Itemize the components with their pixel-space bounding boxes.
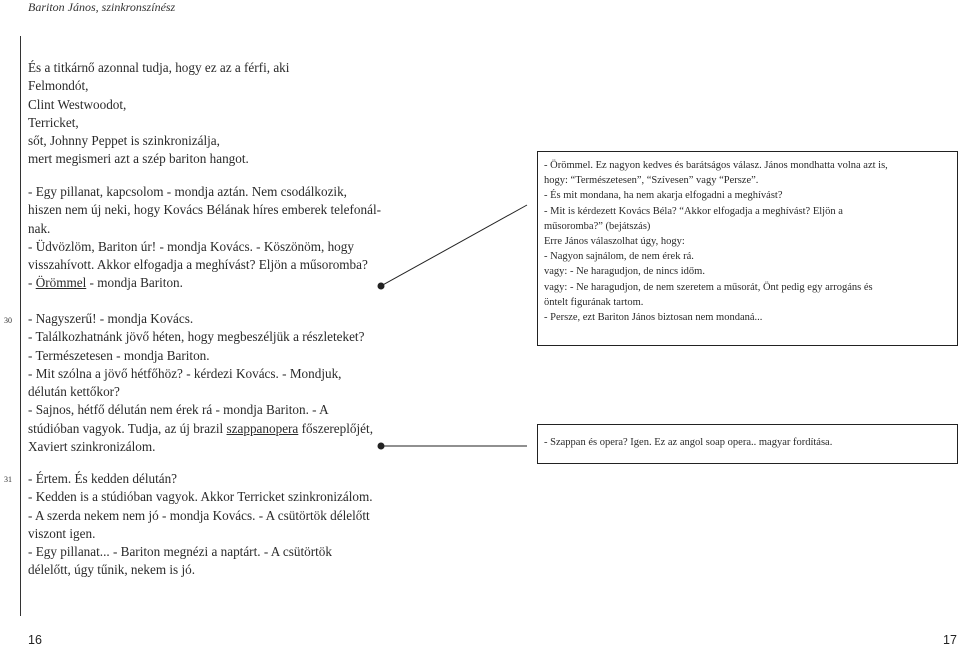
note-line: - Örömmel. Ez nagyon kedves és barátságos válasz. János mondhatta volna azt is, <box>544 160 888 171</box>
note-line: - Mit is kérdezett Kovács Béla? “Akkor elfogadja a meghívást? Eljön a <box>544 205 843 217</box>
connector-line-1 <box>381 205 527 286</box>
script-line: - Találkozhatnánk jövő héten, hogy megbeszéljük a részleteket? <box>28 329 365 345</box>
note-line: vagy: - Ne haragudjon, de nem szeretem a műsorát, Önt pedig egy arrogáns és <box>544 281 873 293</box>
line-number-31: 31 <box>4 475 12 484</box>
script-line: - Nagyszerű! - mondja Kovács. <box>28 311 194 326</box>
connector-dot-2 <box>378 443 385 450</box>
script-line: viszont igen. <box>28 525 96 541</box>
annotated-word-szappanopera[interactable]: szappanopera <box>226 420 299 436</box>
script-line: - Üdvözlöm, Bariton úr! - mondja Kovács. - Köszönöm, hogy <box>28 238 354 254</box>
script-line: visszahívott. Akkor elfogadja a meghívást? Eljön a műsoromba? <box>28 257 368 273</box>
line-suffix: - mondja Bariton. <box>86 275 183 291</box>
note-line: - Persze, ezt Bariton János biztosan nem mondaná... <box>544 312 763 324</box>
margin-note-1 <box>537 151 958 346</box>
script-line: hiszen nem új neki, hogy Kovács Bélának híres emberek telefonál- <box>28 202 382 218</box>
line-suffix: főszereplőjét, <box>298 420 373 436</box>
script-line: - Kedden is a stúdióban vagyok. Akkor Terricket szinkronizálom. <box>28 489 373 505</box>
script-line: Clint Westwoodot, <box>28 96 127 112</box>
annotated-word-oromel[interactable]: Örömmel <box>35 275 87 291</box>
page-number-right: 17 <box>943 633 957 647</box>
script-line: - Értem. És kedden délután? <box>28 471 178 486</box>
line-number-30: 30 <box>4 316 12 325</box>
script-line: - Mit szólna a jövő hétfőhöz? - kérdezi Kovács. - Mondjuk, <box>28 365 342 381</box>
script-line: sőt, Johnny Peppet is szinkronizálja, <box>28 133 220 149</box>
script-line: - Sajnos, hétfő délután nem érek rá - mondja Bariton. - A <box>28 402 329 418</box>
script-line: délelőtt, úgy tűnik, nekem is jó. <box>28 562 196 578</box>
line-prefix: - <box>28 275 36 291</box>
script-line: - Egy pillanat, kapcsolom - mondja aztán. Nem csodálkozik, <box>28 184 347 199</box>
margin-note-2 <box>537 424 958 464</box>
script-line: - Egy pillanat... - Bariton megnézi a naptárt. - A csütörtök <box>28 544 332 560</box>
script-line: Terricket, <box>28 114 79 130</box>
script-line: És a titkárnő azonnal tudja, hogy ez az a férfi, aki <box>28 60 290 75</box>
page-number-left: 16 <box>28 633 42 647</box>
connector-dot-1 <box>378 283 385 290</box>
note-line: Erre János válaszolhat úgy, hogy: <box>544 236 685 248</box>
note-line: vagy: - Ne haragudjon, de nincs időm. <box>544 266 705 278</box>
script-line: Xaviert szinkronizálom. <box>28 439 156 455</box>
script-line: Felmondót, <box>28 78 89 94</box>
note-line: - És mit mondana, ha nem akarja elfogadni a meghívást? <box>544 190 783 202</box>
note-line: öntelt figurának tartom. <box>544 296 644 308</box>
note-line: műsoromba?” (bejátszás) <box>544 220 651 232</box>
script-line: - Természetesen - mondja Bariton. <box>28 347 210 363</box>
script-line: délután kettőkor? <box>28 384 120 400</box>
note-line: - Nagyon sajnálom, de nem érek rá. <box>544 251 694 263</box>
note-line: hogy: “Természetesen”, “Szívesen” vagy “Persze”. <box>544 175 759 187</box>
script-line: mert megismeri azt a szép bariton hangot. <box>28 151 249 167</box>
script-line: - A szerda nekem nem jó - mondja Kovács. - A csütörtök délelőtt <box>28 507 370 523</box>
script-line: nak. <box>28 220 51 236</box>
running-header: Bariton János, szinkronszínész <box>28 0 176 14</box>
note-line: - Szappan és opera? Igen. Ez az angol soap opera.. magyar fordítása. <box>544 437 833 448</box>
line-prefix: stúdióban vagyok. Tudja, az új brazil <box>28 420 227 436</box>
